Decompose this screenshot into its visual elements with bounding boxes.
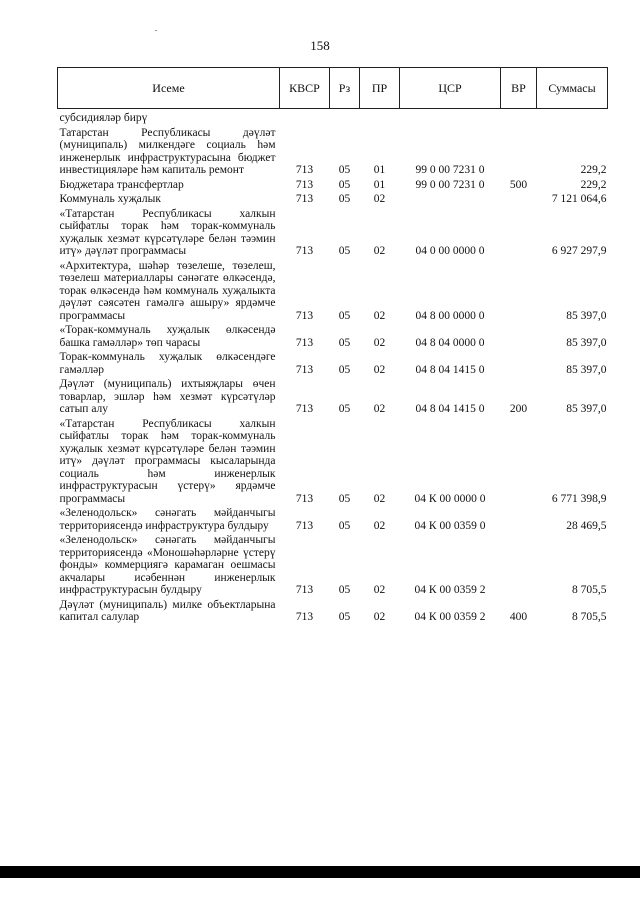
cell-rz: 05	[338, 178, 351, 191]
table-row	[58, 351, 608, 378]
cell-kvsr: 713	[295, 492, 314, 505]
cell-sum	[537, 109, 608, 127]
header-name: Исеме	[58, 68, 280, 109]
cell-rz: 05	[338, 336, 351, 349]
cell-sum: 6 771 398,9	[551, 492, 607, 505]
header-csr: ЦСР	[400, 68, 501, 109]
cell-pr: 02	[373, 492, 386, 505]
cell-csr: 04 8 04 1415 0	[415, 403, 485, 415]
cell-vr	[501, 351, 537, 378]
cell-vr	[501, 193, 537, 208]
cell-name: Торак-коммуналь хуҗалык өлкәсендәге гамәлләр	[59, 351, 276, 376]
scan-speck	[155, 30, 157, 31]
cell-csr	[400, 109, 501, 127]
cell-vr	[501, 418, 537, 508]
cell-sum: 229,2	[580, 178, 607, 191]
cell-rz: 05	[338, 584, 351, 596]
cell-rz: 05	[338, 245, 351, 257]
cell-vr: 400	[509, 611, 528, 623]
header-kvsr: КВСР	[280, 68, 330, 109]
cell-kvsr: 713	[295, 164, 314, 176]
cell-name: «Торак-коммуналь хуҗалык өлкәсендә башка гамәлләр» төп чарасы	[59, 324, 276, 349]
cell-csr: 04 К 00 0359 2	[414, 611, 486, 623]
cell-vr	[501, 507, 537, 534]
cell-sum: 85 397,0	[566, 336, 607, 349]
table-row	[58, 109, 608, 127]
cell-rz	[330, 109, 360, 127]
cell-pr: 02	[373, 336, 386, 349]
cell-sum: 8 705,5	[572, 611, 607, 623]
cell-kvsr: 713	[295, 193, 314, 205]
cell-kvsr: 713	[295, 245, 314, 257]
cell-kvsr	[280, 109, 330, 127]
cell-rz: 05	[338, 164, 351, 176]
page-number: 158	[310, 38, 330, 53]
cell-pr	[360, 109, 400, 127]
cell-name: «Зеленодольск» сәнәгать мәйданчыгы территориясендә «Моношәһәрләрне үстерү фонды» коммерциягә карамаган оешмасы акчалары исәбеннән инженерлык инфраструктурасын булдыру	[59, 534, 276, 596]
cell-csr: 04 8 04 0000 0	[415, 336, 485, 349]
cell-kvsr: 713	[295, 519, 314, 532]
cell-name: Дәүләт (муниципаль) милке объектларына капитал салулар	[59, 598, 276, 623]
cell-pr: 02	[373, 611, 386, 623]
cell-kvsr: 713	[295, 309, 314, 322]
table-row	[58, 193, 608, 208]
table-row	[58, 179, 608, 194]
cell-sum: 85 397,0	[566, 309, 607, 322]
cell-csr: 04 8 00 0000 0	[415, 309, 485, 322]
cell-name: «Архитектура, шәһәр төзелеше, төзелеш, төзелеш материаллары сәнәгате өлкәсендә, торак өлкәсендә һәм коммуналь хуҗалыкта дәүләт сәясәтен гамәлгә ашыру» ярдәмче программасы	[59, 259, 276, 322]
cell-sum: 85 397,0	[566, 403, 607, 415]
cell-name: Дәүләт (муниципаль) ихтыяҗлары өчен товарлар, эшләр һәм хезмәт күрсәтүләр сатып алу	[59, 378, 276, 415]
cell-kvsr: 713	[295, 611, 314, 623]
table-row	[58, 378, 608, 418]
cell-pr: 01	[373, 164, 386, 176]
cell-rz: 05	[338, 519, 351, 532]
cell-csr: 04 К 00 0000 0	[414, 492, 486, 505]
cell-vr	[501, 208, 537, 260]
table-header	[58, 68, 608, 109]
table-row	[58, 599, 608, 626]
cell-rz: 05	[338, 492, 351, 505]
cell-rz: 05	[338, 611, 351, 623]
cell-name: «Татарстан Республикасы халкын сыйфатлы торак һәм торак-коммуналь хуҗалык хезмәт күрсәтүләре белән тәэмин итү» дәүләт программасы	[59, 207, 276, 257]
cell-sum: 6 927 297,9	[551, 245, 607, 257]
table-row	[58, 208, 608, 260]
cell-sum: 229,2	[580, 164, 607, 176]
cell-pr: 02	[373, 245, 386, 257]
table-row	[58, 507, 608, 534]
table-row	[58, 324, 608, 351]
cell-vr	[501, 324, 537, 351]
cell-rz: 05	[338, 403, 351, 415]
cell-pr: 02	[373, 363, 386, 376]
cell-csr: 04 8 04 1415 0	[415, 363, 485, 376]
cell-sum: 85 397,0	[566, 363, 607, 376]
cell-csr: 99 0 00 7231 0	[415, 164, 485, 176]
table-body	[58, 109, 608, 626]
header-vr: ВР	[501, 68, 537, 109]
cell-csr: 99 0 00 7231 0	[415, 178, 485, 191]
cell-kvsr: 713	[295, 178, 314, 191]
cell-pr: 02	[373, 519, 386, 532]
cell-name: «Зеленодольск» сәнәгать мәйданчыгы территориясендә инфраструктура булдыру	[59, 507, 276, 532]
cell-vr	[501, 534, 537, 599]
cell-name: субсидияләр бирү	[59, 112, 148, 124]
cell-vr	[501, 260, 537, 325]
cell-kvsr: 713	[295, 403, 314, 415]
header-pr: ПР	[360, 68, 400, 109]
cell-kvsr: 713	[295, 584, 314, 596]
cell-rz: 05	[338, 309, 351, 322]
cell-pr: 02	[373, 193, 386, 205]
cell-name: Коммуналь хуҗалык	[59, 193, 161, 205]
cell-rz: 05	[338, 193, 351, 205]
cell-vr: 500	[509, 178, 528, 191]
cell-sum: 7 121 064,6	[551, 193, 607, 205]
budget-table	[57, 67, 608, 626]
cell-pr: 02	[373, 309, 386, 322]
table-row	[58, 127, 608, 179]
cell-sum: 8 705,5	[572, 584, 607, 596]
cell-name: Татарстан Республикасы дәүләт (муниципаль) милкендәге социаль һәм инженерлык инфраструктурасына бюджет инвестицияләре һәм капиталь ремонт	[59, 126, 276, 176]
cell-name: «Татарстан Республикасы халкын сыйфатлы торак һәм торак-коммуналь хуҗалык хезмәт күрсәтүләре белән тәэмин итү» дәүләт программасы кысаларында социаль һәм инженерлык инфраструктурасын үстерү» ярдәмче программасы	[59, 417, 276, 505]
header-sum: Суммасы	[537, 68, 608, 109]
table-row	[58, 418, 608, 508]
table-row	[58, 534, 608, 599]
cell-name: Бюджетара трансфертлар	[59, 178, 184, 191]
cell-csr: 04 К 00 0359 2	[414, 584, 486, 596]
cell-vr	[501, 109, 537, 127]
table-row	[58, 260, 608, 325]
cell-pr: 02	[373, 403, 386, 415]
cell-vr	[501, 127, 537, 179]
cell-sum: 28 469,5	[566, 519, 607, 532]
scan-bottom-bar	[0, 866, 640, 878]
header-rz: Рз	[330, 68, 360, 109]
cell-kvsr: 713	[295, 336, 314, 349]
cell-rz: 05	[338, 363, 351, 376]
cell-csr: 04 0 00 0000 0	[415, 245, 485, 257]
cell-pr: 01	[373, 178, 386, 191]
cell-kvsr: 713	[295, 363, 314, 376]
cell-csr: 04 К 00 0359 0	[414, 519, 486, 532]
cell-vr: 200	[509, 403, 528, 415]
cell-pr: 02	[373, 584, 386, 596]
cell-csr	[400, 193, 501, 208]
